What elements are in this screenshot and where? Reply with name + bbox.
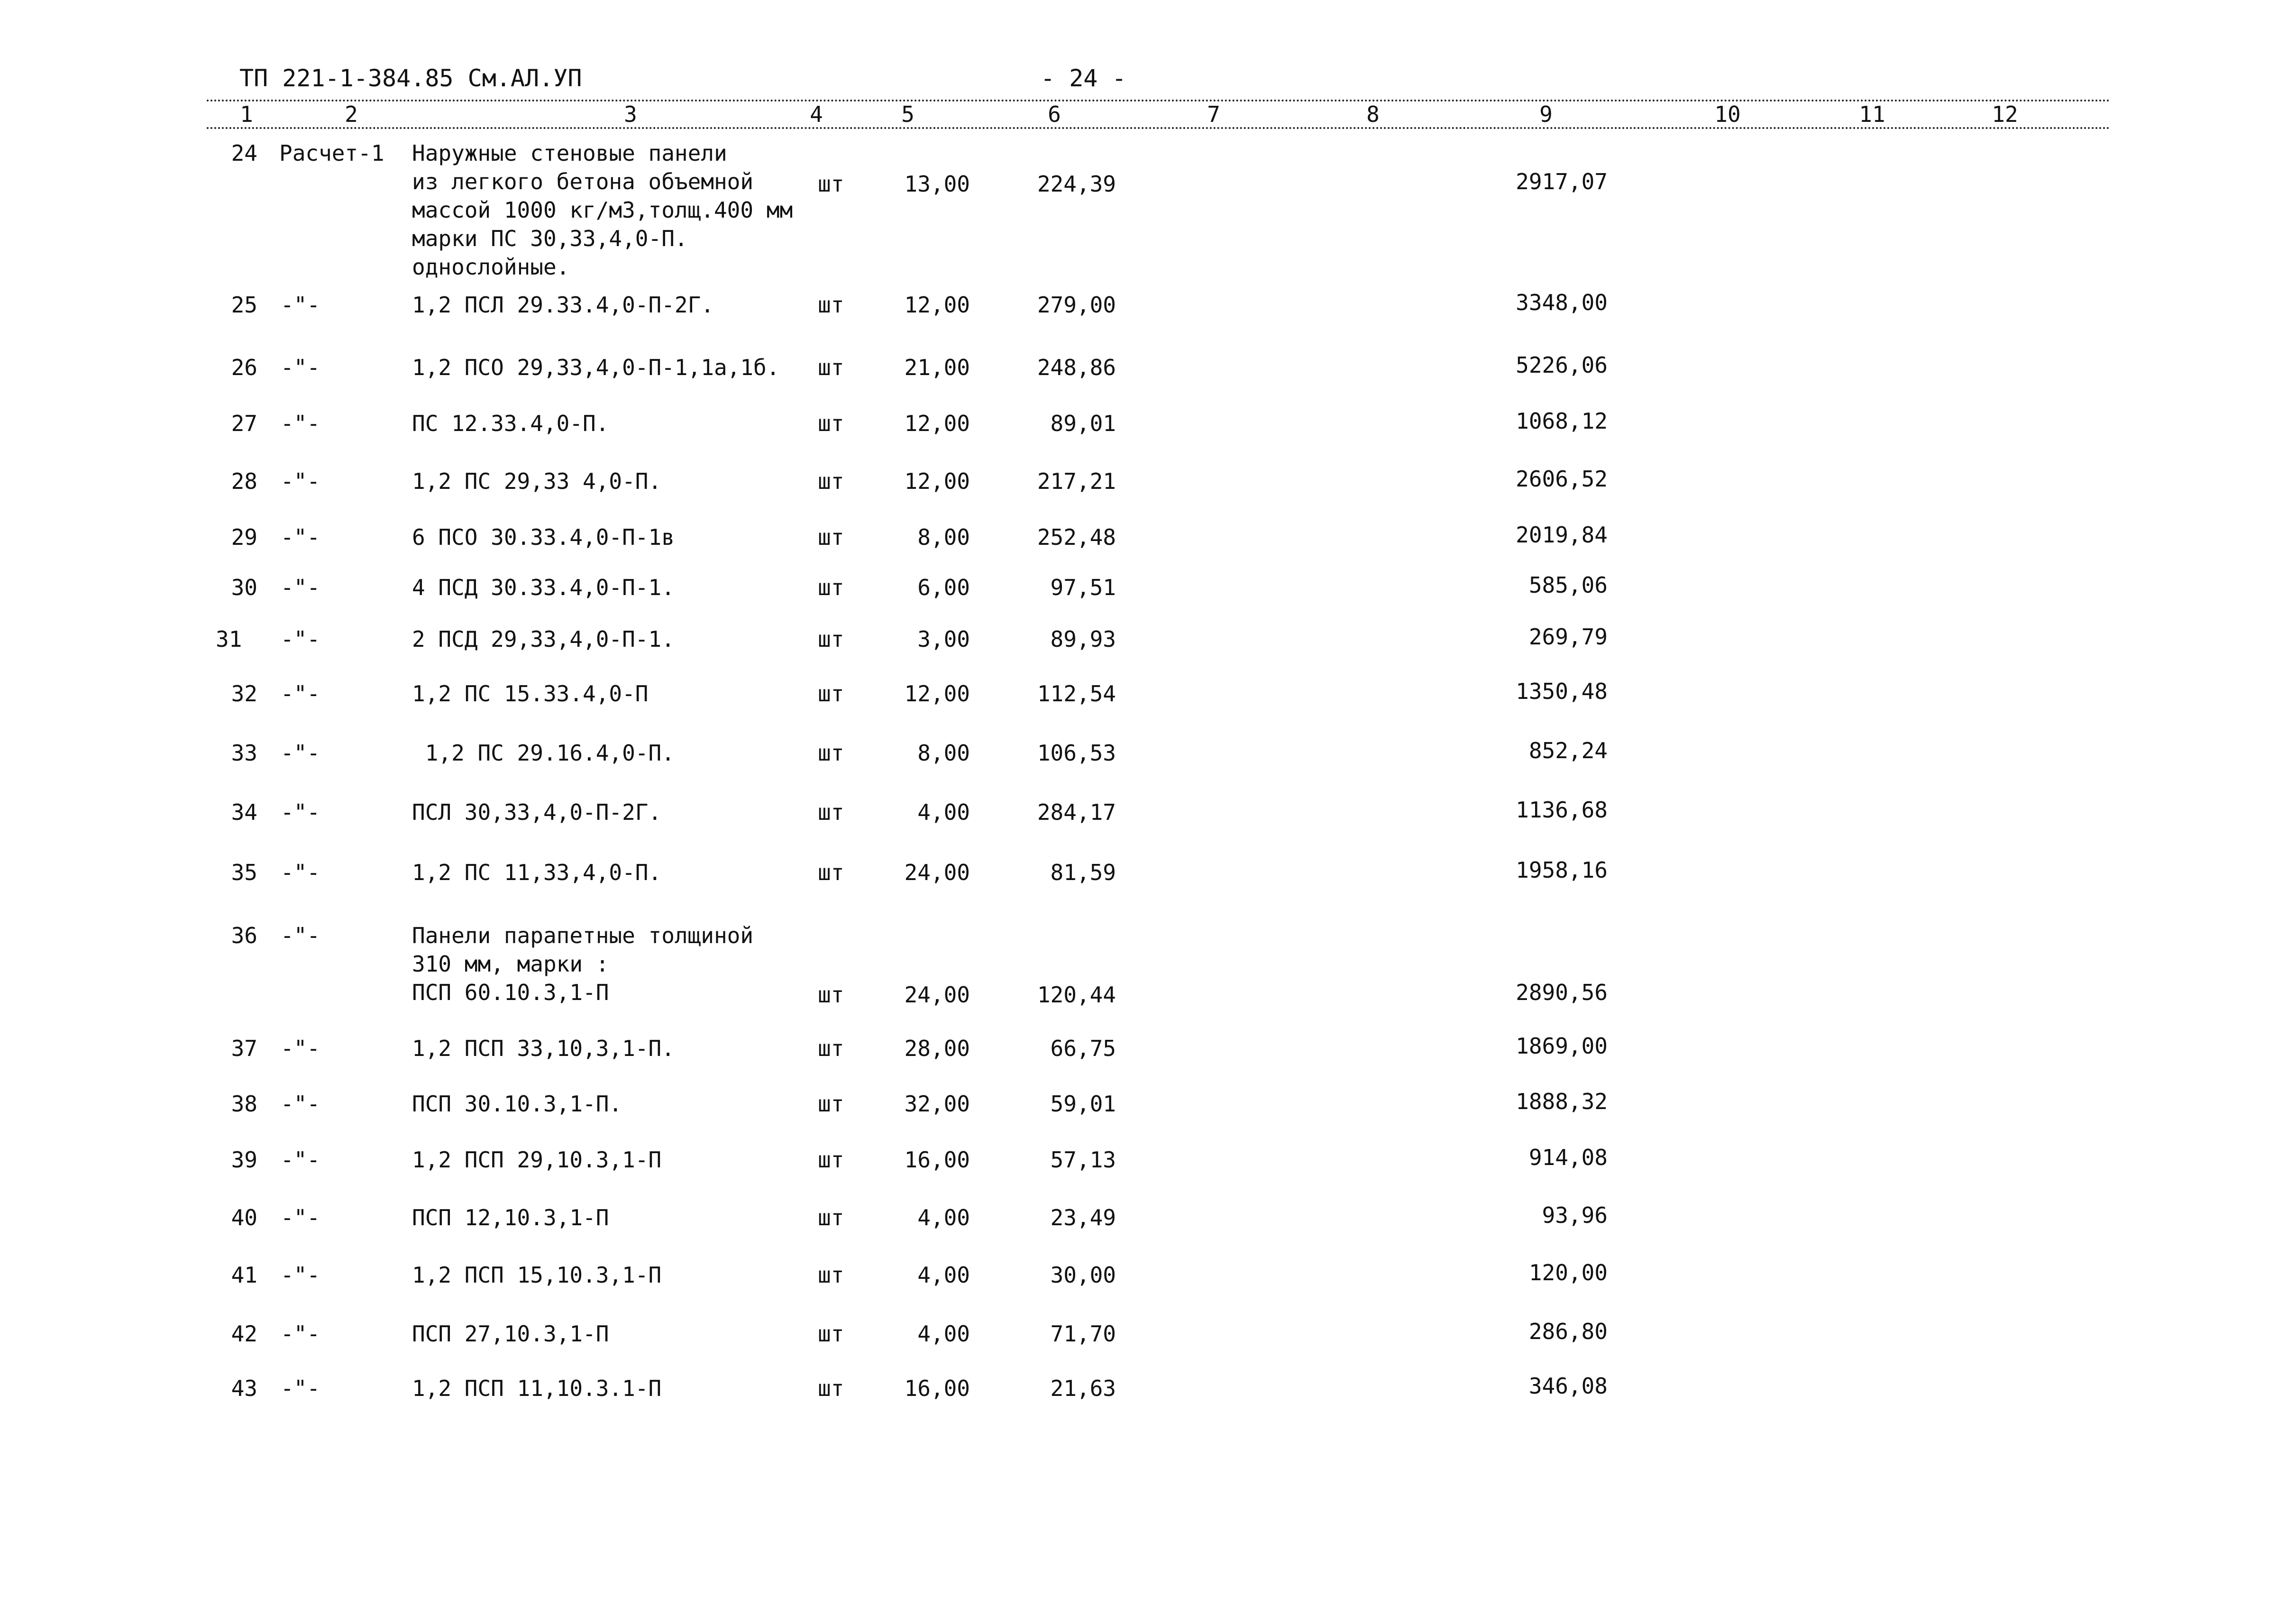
reference: -"- xyxy=(281,524,320,550)
header-top-rule xyxy=(207,100,2111,101)
quantity: 24,00 xyxy=(904,982,970,1008)
row-number: 41 xyxy=(231,1262,257,1288)
total-cost: 1350,48 xyxy=(1516,679,1608,704)
unit-price: 59,01 xyxy=(1050,1091,1116,1117)
description-line: однослойные. xyxy=(412,254,570,280)
unit-price: 112,54 xyxy=(1037,681,1116,706)
unit: шт xyxy=(818,524,844,550)
total-cost: 1958,16 xyxy=(1516,857,1608,883)
unit: шт xyxy=(818,681,844,706)
total-cost: 286,80 xyxy=(1528,1319,1608,1344)
column-number-2: 2 xyxy=(345,101,358,127)
unit-price: 284,17 xyxy=(1037,799,1116,825)
quantity: 6,00 xyxy=(917,575,970,600)
unit: шт xyxy=(818,411,844,436)
reference: -"- xyxy=(281,1147,320,1173)
description-line: ПСП 60.10.3,1-П xyxy=(412,980,609,1005)
column-number-10: 10 xyxy=(1714,101,1741,127)
page-number: - 24 - xyxy=(1041,64,1126,92)
description-line: 1,2 ПС 11,33,4,0-П. xyxy=(412,860,662,885)
document-code: ТП 221-1-384.85 См.АЛ.УП xyxy=(239,64,582,92)
unit-price: 81,59 xyxy=(1050,860,1116,885)
total-cost: 93,96 xyxy=(1542,1202,1608,1228)
total-cost: 1888,32 xyxy=(1516,1089,1608,1114)
quantity: 4,00 xyxy=(917,1262,970,1288)
description-line: Наружные стеновые панели xyxy=(412,140,727,166)
unit: шт xyxy=(818,355,844,380)
quantity: 12,00 xyxy=(904,468,970,494)
quantity: 8,00 xyxy=(917,524,970,550)
description-line: 6 ПСО 30.33.4,0-П-1в xyxy=(412,524,675,550)
unit-price: 106,53 xyxy=(1037,740,1116,766)
header-bottom-rule xyxy=(207,127,2111,129)
description-line: ПС 12.33.4,0-П. xyxy=(412,411,609,436)
total-cost: 585,06 xyxy=(1528,572,1608,598)
row-number: 34 xyxy=(231,799,257,825)
description-line: марки ПС 30,33,4,0-П. xyxy=(412,226,688,251)
reference: -"- xyxy=(281,1205,320,1230)
description-line: 1,2 ПС 29.16.4,0-П. xyxy=(412,740,675,766)
total-cost: 2917,07 xyxy=(1516,169,1608,194)
reference: Расчет-1 xyxy=(279,140,384,166)
column-number-3: 3 xyxy=(624,101,637,127)
total-cost: 2890,56 xyxy=(1516,980,1608,1005)
unit: шт xyxy=(818,860,844,885)
unit: шт xyxy=(818,292,844,318)
description-line: 1,2 ПСП 29,10.3,1-П xyxy=(412,1147,662,1173)
reference: -"- xyxy=(281,468,320,494)
quantity: 12,00 xyxy=(904,292,970,318)
quantity: 28,00 xyxy=(904,1036,970,1061)
total-cost: 2019,84 xyxy=(1516,522,1608,548)
column-number-7: 7 xyxy=(1207,101,1220,127)
quantity: 13,00 xyxy=(904,171,970,197)
total-cost: 914,08 xyxy=(1528,1145,1608,1170)
reference: -"- xyxy=(281,799,320,825)
unit: шт xyxy=(818,1036,844,1061)
reference: -"- xyxy=(281,923,320,948)
unit-price: 248,86 xyxy=(1037,355,1116,380)
unit-price: 217,21 xyxy=(1037,468,1116,494)
reference: -"- xyxy=(281,411,320,436)
unit-price: 224,39 xyxy=(1037,171,1116,197)
quantity: 4,00 xyxy=(917,1205,970,1230)
unit-price: 89,93 xyxy=(1050,626,1116,652)
unit-price: 97,51 xyxy=(1050,575,1116,600)
reference: -"- xyxy=(281,1091,320,1117)
quantity: 21,00 xyxy=(904,355,970,380)
quantity: 12,00 xyxy=(904,681,970,706)
unit: шт xyxy=(818,1091,844,1117)
unit: шт xyxy=(818,1321,844,1347)
total-cost: 120,00 xyxy=(1528,1260,1608,1285)
quantity: 12,00 xyxy=(904,411,970,436)
quantity: 24,00 xyxy=(904,860,970,885)
row-number: 30 xyxy=(231,575,257,600)
column-number-11: 11 xyxy=(1859,101,1885,127)
unit: шт xyxy=(818,626,844,652)
unit: шт xyxy=(818,740,844,766)
row-number: 29 xyxy=(231,524,257,550)
row-number: 42 xyxy=(231,1321,257,1347)
row-number: 38 xyxy=(231,1091,257,1117)
unit: шт xyxy=(818,575,844,600)
row-number: 39 xyxy=(231,1147,257,1173)
unit: шт xyxy=(818,1262,844,1288)
row-number: 40 xyxy=(231,1205,257,1230)
column-number-12: 12 xyxy=(1992,101,2018,127)
total-cost: 2606,52 xyxy=(1516,466,1608,492)
unit-price: 23,49 xyxy=(1050,1205,1116,1230)
unit: шт xyxy=(818,982,844,1008)
description-line: 1,2 ПСП 33,10,3,1-П. xyxy=(412,1036,675,1061)
reference: -"- xyxy=(281,292,320,318)
reference: -"- xyxy=(281,355,320,380)
quantity: 4,00 xyxy=(917,799,970,825)
unit-price: 279,00 xyxy=(1037,292,1116,318)
column-number-1: 1 xyxy=(240,101,253,127)
description-line: 1,2 ПС 29,33 4,0-П. xyxy=(412,468,662,494)
column-number-8: 8 xyxy=(1366,101,1380,127)
description-line: из легкого бетона объемной xyxy=(412,169,754,194)
total-cost: 1869,00 xyxy=(1516,1033,1608,1059)
quantity: 16,00 xyxy=(904,1147,970,1173)
reference: -"- xyxy=(281,1036,320,1061)
quantity: 4,00 xyxy=(917,1321,970,1347)
reference: -"- xyxy=(281,1321,320,1347)
row-number: 28 xyxy=(231,468,257,494)
unit-price: 21,63 xyxy=(1050,1376,1116,1401)
unit-price: 71,70 xyxy=(1050,1321,1116,1347)
description-line: 1,2 ПСП 15,10.3,1-П xyxy=(412,1262,662,1288)
row-number: 33 xyxy=(231,740,257,766)
total-cost: 1136,68 xyxy=(1516,797,1608,823)
row-number: 32 xyxy=(231,681,257,706)
row-number: 27 xyxy=(231,411,257,436)
total-cost: 3348,00 xyxy=(1516,290,1608,315)
row-number: 25 xyxy=(231,292,257,318)
column-number-5: 5 xyxy=(901,101,915,127)
row-number: 24 xyxy=(231,140,257,166)
total-cost: 1068,12 xyxy=(1516,408,1608,434)
total-cost: 346,08 xyxy=(1528,1373,1608,1399)
description-line: ПСП 27,10.3,1-П xyxy=(412,1321,609,1347)
unit: шт xyxy=(818,171,844,197)
column-number-6: 6 xyxy=(1048,101,1061,127)
description-line: 2 ПСД 29,33,4,0-П-1. xyxy=(412,626,675,652)
row-number: 35 xyxy=(231,860,257,885)
total-cost: 5226,06 xyxy=(1516,352,1608,378)
quantity: 32,00 xyxy=(904,1091,970,1117)
row-number: 26 xyxy=(231,355,257,380)
quantity: 3,00 xyxy=(917,626,970,652)
total-cost: 269,79 xyxy=(1528,624,1608,650)
row-number: 43 xyxy=(231,1376,257,1401)
row-number: 36 xyxy=(231,923,257,948)
description-line: ПСП 30.10.3,1-П. xyxy=(412,1091,622,1117)
description-line: 1,2 ПСО 29,33,4,0-П-1,1а,1б. xyxy=(412,355,780,380)
description-line: 1,2 ПС 15.33.4,0-П xyxy=(412,681,649,706)
unit: шт xyxy=(818,799,844,825)
description-line: Панели парапетные толщиной xyxy=(412,923,754,948)
reference: -"- xyxy=(281,626,320,652)
row-number: 37 xyxy=(231,1036,257,1061)
unit: шт xyxy=(818,468,844,494)
row-number: 31 xyxy=(216,626,242,652)
unit-price: 89,01 xyxy=(1050,411,1116,436)
description-line: 1,2 ПСЛ 29.33.4,0-П-2Г. xyxy=(412,292,714,318)
description-line: 1,2 ПСП 11,10.3.1-П xyxy=(412,1376,662,1401)
reference: -"- xyxy=(281,740,320,766)
description-line: 4 ПСД 30.33.4,0-П-1. xyxy=(412,575,675,600)
quantity: 8,00 xyxy=(917,740,970,766)
quantity: 16,00 xyxy=(904,1376,970,1401)
unit: шт xyxy=(818,1147,844,1173)
column-number-9: 9 xyxy=(1539,101,1553,127)
reference: -"- xyxy=(281,1376,320,1401)
reference: -"- xyxy=(281,681,320,706)
unit-price: 252,48 xyxy=(1037,524,1116,550)
unit: шт xyxy=(818,1205,844,1230)
reference: -"- xyxy=(281,1262,320,1288)
column-number-4: 4 xyxy=(810,101,823,127)
description-line: ПСЛ 30,33,4,0-П-2Г. xyxy=(412,799,662,825)
unit: шт xyxy=(818,1376,844,1401)
unit-price: 30,00 xyxy=(1050,1262,1116,1288)
unit-price: 120,44 xyxy=(1037,982,1116,1008)
unit-price: 57,13 xyxy=(1050,1147,1116,1173)
reference: -"- xyxy=(281,575,320,600)
description-line: ПСП 12,10.3,1-П xyxy=(412,1205,609,1230)
description-line: массой 1000 кг/м3,толщ.400 мм xyxy=(412,197,793,223)
total-cost: 852,24 xyxy=(1528,738,1608,763)
unit-price: 66,75 xyxy=(1050,1036,1116,1061)
reference: -"- xyxy=(281,860,320,885)
description-line: 310 мм, марки : xyxy=(412,951,609,977)
